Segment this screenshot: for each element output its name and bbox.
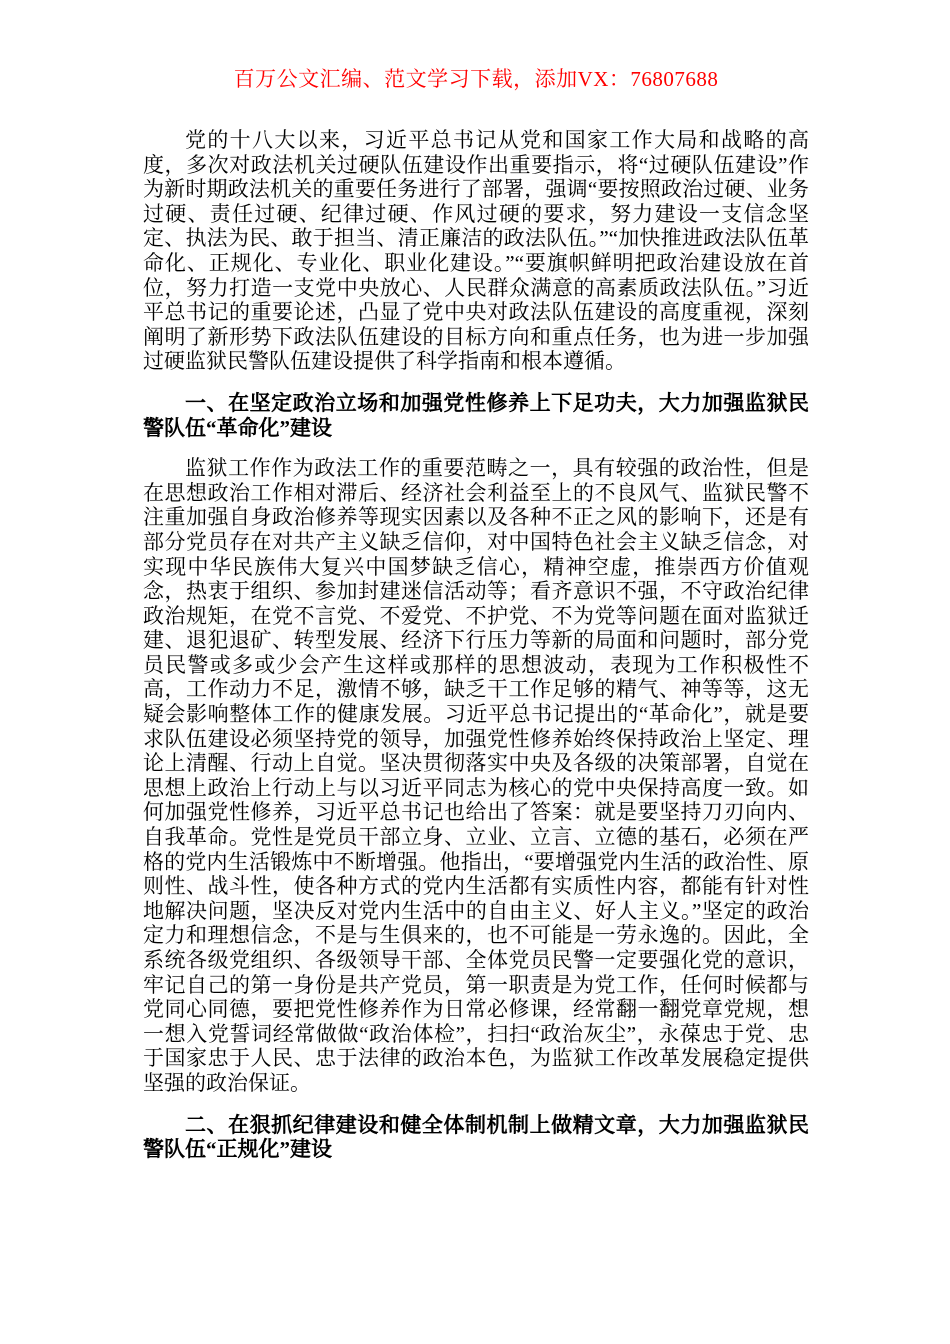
section-heading-1: 一、在坚定政治立场和加强党性修养上下足功夫，大力加强监狱民警队伍“革命化”建设 (143, 390, 809, 440)
paragraph-introduction: 党的十八大以来，习近平总书记从党和国家工作大局和战略的高度，多次对政法机关过硬队伍建设作出重要指示，将“过硬队伍建设”作为新时期政法机关的重要任务进行了部署，强调“要按照政治过硬、业务过硬、责任过硬、纪律过硬、作风过硬的要求，努力建设一支信念坚定、执法为民、敢于担当、清正廉洁的政法队伍。”“加快推进政法队伍革命化、正规化、专业化、职业化建设。”“要旗帜鲜明把政治建设放在首位，努力打造一支党中央放心、人民群众满意的高素质政法队伍。”习近平总书记的重要论述，凸显了党中央对政法队伍建设的高度重视，深刻阐明了新形势下政法队伍建设的目标方向和重点任务，也为进一步加强过硬监狱民警队伍建设提供了科学指南和根本遵循。 (143, 128, 809, 374)
header-promo-notice: 百万公文汇编、范文学习下载，添加VX：76807688 (233, 67, 719, 91)
section-heading-2: 二、在狠抓纪律建设和健全体制机制上做精文章，大力加强监狱民警队伍“正规化”建设 (143, 1112, 809, 1162)
paragraph-section-1: 监狱工作作为政法工作的重要范畴之一，具有较强的政治性，但是在思想政治工作相对滞后、经济社会利益至上的不良风气、监狱民警不注重加强自身政治修养等现实因素以及各种不正之风的影响下，还是有部分党员存在对共产主义缺乏信仰，对中国特色社会主义缺乏信念，对实现中华民族伟大复兴中国梦缺乏信心，精神空虚，推崇西方价值观念，热衷于组织、参加封建迷信活动等；看齐意识不强，不守政治纪律政治规矩，在党不言党、不爱党、不护党、不为党等问题在面对监狱迁建、退犯退矿、转型发展、经济下行压力等新的局面和问题时，部分党员民警或多或少会产生这样或那样的思想波动，表现为工作积极性不高，工作动力不足，激情不够，缺乏干工作足够的精气、神等等，这无疑会影响整体工作的健康发展。习近平总书记提出的“革命化”，就是要求队伍建设必须坚持党的领导，加强党性修养始终保持政治上坚定、理论上清醒、行动上自觉。坚决贯彻落实中央及各级的决策部署，自觉在思想上政治上行动上与以习近平同志为核心的党中央保持高度一致。如何加强党性修养，习近平总书记也给出了答案：就是要坚持刀刃向内、自我革命。党性是党员干部立身、立业、立言、立德的基石，必须在严格的党内生活锻炼中不断增强。他指出，“要增强党内生活的政治性、原则性、战斗性，使各种方式的党内生活都有实质性内容，都能有针对性地解决问题，坚决反对党内生活中的自由主义、好人主义。”坚定的政治定力和理想信念，不是与生俱来的，也不可能是一劳永逸的。因此，全系统各级党组织、各级领导干部、全体党员民警一定要强化党的意识，牢记自己的第一身份是共产党员，第一职责是为党工作，任何时候都与党同心同德，要把党性修养作为日常必修课，经常翻一翻党章党规，想一想入党誓词经常做做“政治体检”，扫扫“政治灰尘”，永葆忠于党、忠于国家忠于人民、忠于法律的政治本色，为监狱工作改革发展稳定提供坚强的政治保证。 (143, 456, 809, 1095)
